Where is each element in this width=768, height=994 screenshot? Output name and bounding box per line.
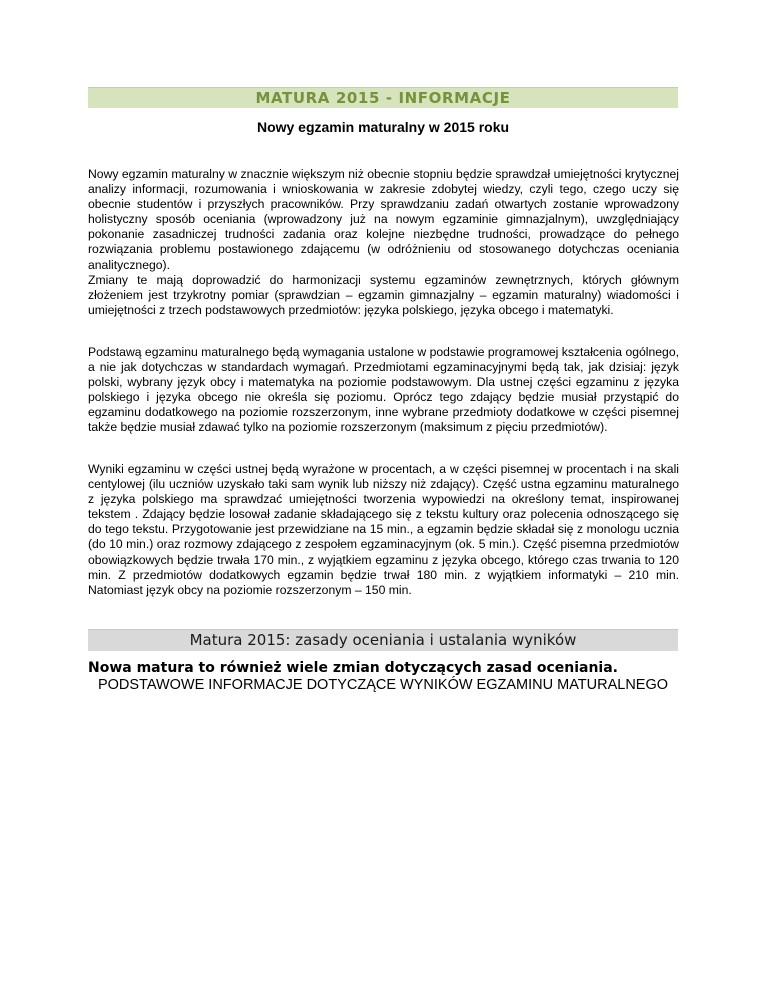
document-subtitle: Nowy egzamin maturalny w 2015 roku bbox=[256, 119, 510, 135]
section-banner-matura-2015 bbox=[88, 87, 678, 108]
paragraph-2: Zmiany te mają doprowadzić do harmonizacji systemu egzaminów zewnętrznych, których głównym złożeniem jest trzykrotny pomiar (sprawdzian – egzamin gimnazjalny – egzamin maturalny) wiadomości i umiejętności z trzech podstawowych przedmiotów: języka polskiego, języka obcego i matematyki. bbox=[88, 273, 679, 318]
paragraph-4: Wyniki egzaminu w części ustnej będą wyrażone w procentach, a w części pisemnej w procentach i na skali centylowej (ilu uczniów uzyskało taki sam wynik lub niższy niż zdający). Część ustna egzaminu maturalnego z języka polskiego ma sprawdzać umiejętności tworzenia wypowiedzi na określony temat, inspirowanej tekstem . Zdający będzie losował zadanie składającego się z tekstu kultury oraz polecenia odnoszącego się do tego tekstu. Przygotowanie jest przewidziane na 15 min., a egzamin będzie składał się z monologu ucznia (do 10 min.) oraz rozmowy zdającego z zespołem egzaminacyjnym (ok. 5 min.). Część pisemna przedmiotów obowiązkowych będzie trwała 170 min., z wyjątkiem egzaminu z języka obcego, którego czas trwania to 120 min. Z przedmiotów dodatkowych egzamin będzie trwał 180 min. z wyjątkiem informatyki – 210 min. Natomiast język obcy na poziomie rozszerzonym – 150 min. bbox=[88, 462, 679, 597]
lead-sentence: Nowa matura to również wiele zmian dotyczących zasad oceniania. bbox=[88, 660, 618, 676]
section-banner-zasady-oceniania bbox=[88, 629, 678, 651]
banner-title: MATURA 2015 - INFORMACJE bbox=[255, 89, 511, 107]
caps-heading: PODSTAWOWE INFORMACJE DOTYCZĄCE WYNIKÓW EGZAMINU MATURALNEGO bbox=[97, 677, 669, 693]
paragraph-1: Nowy egzamin maturalny w znacznie większym niż obecnie stopniu będzie sprawdzał umiejętności krytycznej analizy informacji, rozumowania i wnioskowania w zakresie zdobytej wiedzy, czyli tego, czego uczy się obecnie studentów i przyszłych pracowników. Przy sprawdzaniu zadań otwartych zostanie wprowadzony holistyczny sposób oceniania (wprowadzony już na nowym egzaminie gimnazjalnym), uwzględniający pokonanie zasadniczej trudności zadania oraz kolejne niezbędne trudności, prowadzące do pełnego rozwiązania problemu postawionego zdającemu (w odróżnieniu od stosowanego dotychczas oceniania analitycznego). bbox=[88, 167, 679, 272]
paragraph-3: Podstawą egzaminu maturalnego będą wymagania ustalone w podstawie programowej kształcenia ogólnego, a nie jak dotychczas w standardach wymagań. Przedmiotami egzaminacyjnymi będą tak, jak dzisiaj: język polski, wybrany język obcy i matematyka na poziomie podstawowym. Dla ustnej części egzaminu z języka polskiego i języka obcego nie określa się poziomu. Oprócz tego zdający będzie musiał przystąpić do egzaminu dodatkowego na poziomie rozszerzonym, inne wybrane przedmioty dodatkowe w części pisemnej także będzie musiał zdawać tylko na poziomie rozszerzonym (maksimum z pięciu przedmiotów). bbox=[88, 345, 679, 435]
banner-title-2: Matura 2015: zasady oceniania i ustalania wyników bbox=[189, 631, 577, 649]
